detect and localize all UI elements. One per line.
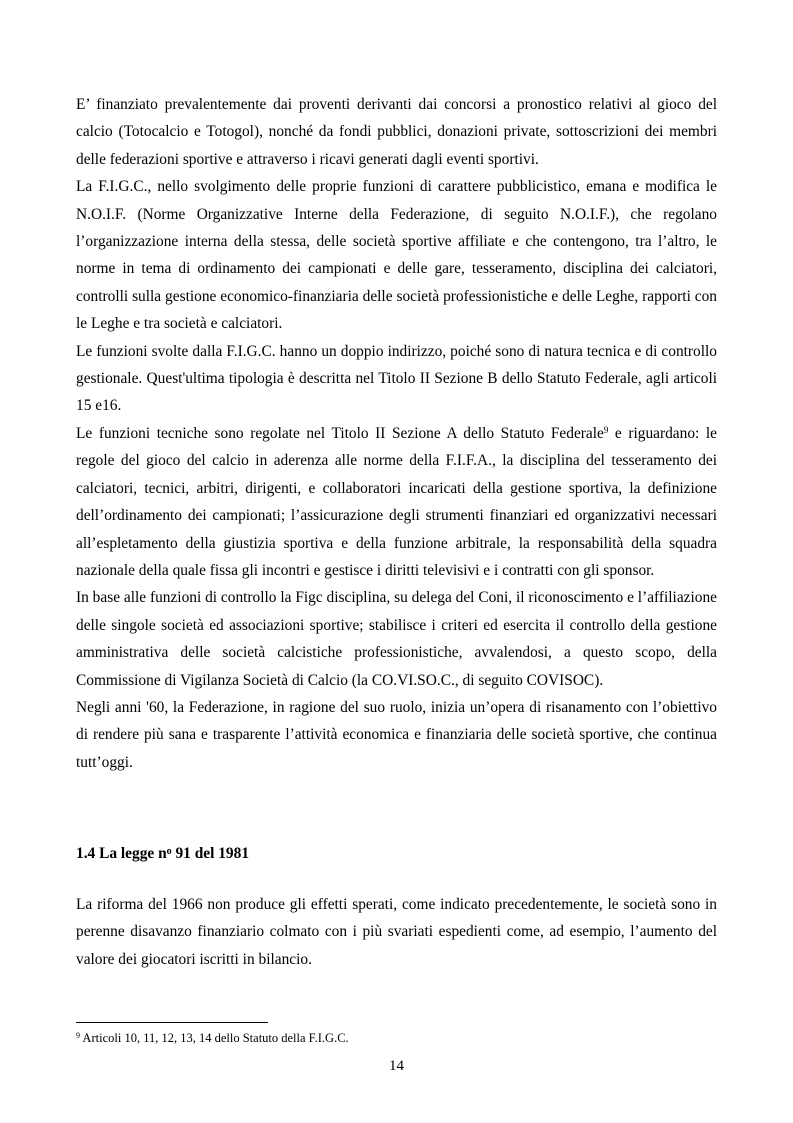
body-text xyxy=(76,91,717,776)
section-heading xyxy=(76,840,249,867)
section-heading-superscript: o xyxy=(166,846,172,857)
paragraph-control-functions: In base alle funzioni di controllo la Figc disciplina, su delega del Coni, il riconoscimento e l’affiliazione delle singole società ed associazioni sportive; stabilisce i criteri ed esercita il controllo della gestione amministrativa delle società calcistiche professionistiche, avvalendosi, a questo scopo, della Commissione di Vigilanza Società di Calcio (la CO.VI.SO.C., di seguito COVISOC). xyxy=(76,589,717,689)
section-heading-start: 1.4 La legge n xyxy=(76,845,167,862)
footnote-text: Articoli 10, 11, 12, 13, 14 dello Statuto della F.I.G.C. xyxy=(80,1031,349,1045)
paragraph-financing: E’ finanziato prevalentemente dai proventi derivanti dai concorsi a pronostico relativi al gioco del calcio (Totocalcio e Totogol), nonché da fondi pubblici, donazioni private, sottoscrizioni dei membri delle federazioni sportive e attraverso i ricavi generati dagli eventi sportivi. xyxy=(76,96,717,168)
page-number: 14 xyxy=(389,1058,404,1074)
footnote-reference: 9 xyxy=(603,424,609,435)
paragraph-technical-functions xyxy=(76,420,717,584)
section-body xyxy=(76,891,717,973)
paragraph-functions: Le funzioni svolte dalla F.I.G.C. hanno un doppio indirizzo, poiché sono di natura tecnica e di controllo gestionale. Quest'ultima tipologia è descritta nel Titolo II Sezione B dello Statuto Federale, agli articoli 15 e16. xyxy=(76,342,717,415)
technical-functions-text-end: e riguardano: le regole del gioco del calcio in aderenza alle norme della F.I.F.A., la disciplina del tesseramento dei calciatori, tecnici, arbitri, dirigenti, e collaboratori incaricati della gestione sportiva, la definizione dell’ordinamento dei campionati; l’assicurazione degli strumenti finanziari ed organizzativi necessari all’espletamento della giustizia sportiva e della funzione arbitrale, la responsabilità della squadra nazionale della quale fissa gli incontri e gestisce i diritti televisivi e i contratti con gli sponsor. xyxy=(76,424,717,579)
technical-functions-text-start: Le funzioni tecniche sono regolate nel Titolo II Sezione A dello Statuto Federale xyxy=(76,424,604,442)
footnote-divider xyxy=(76,1022,268,1023)
footnote-mark: 9 xyxy=(76,1031,80,1040)
paragraph-reform: La riforma del 1966 non produce gli effetti sperati, come indicato precedentemente, le società sono in perenne disavanzo finanziario colmato con i più svariati espedienti come, ad esempio, l’aumento del valore dei giocatori iscritti in bilancio. xyxy=(76,896,717,968)
section-heading-end: 91 del 1981 xyxy=(171,845,250,862)
paragraph-sixties: Negli anni '60, la Federazione, in ragione del suo ruolo, inizia un’opera di risanamento con l’obiettivo di rendere più sana e trasparente l’attività economica e finanziaria delle società sportive, che continua tutt’oggi. xyxy=(76,698,717,771)
paragraph-noif: La F.I.G.C., nello svolgimento delle proprie funzioni di carattere pubblicistico, emana e modifica le N.O.I.F. (Norme Organizzative Interne della Federazione, di seguito N.O.I.F.), che regolano l’organizzazione interna della stessa, delle società sportive affiliate e che contengono, tra l’altro, le norme in tema di ordinamento dei campionati e delle gare, tesseramento, disciplina dei calciatori, controlli sulla gestione economico-finanziaria delle società professionistiche e delle Leghe, rapporti con le Leghe e tra società e calciatori. xyxy=(76,178,717,333)
footnote xyxy=(76,1028,349,1048)
